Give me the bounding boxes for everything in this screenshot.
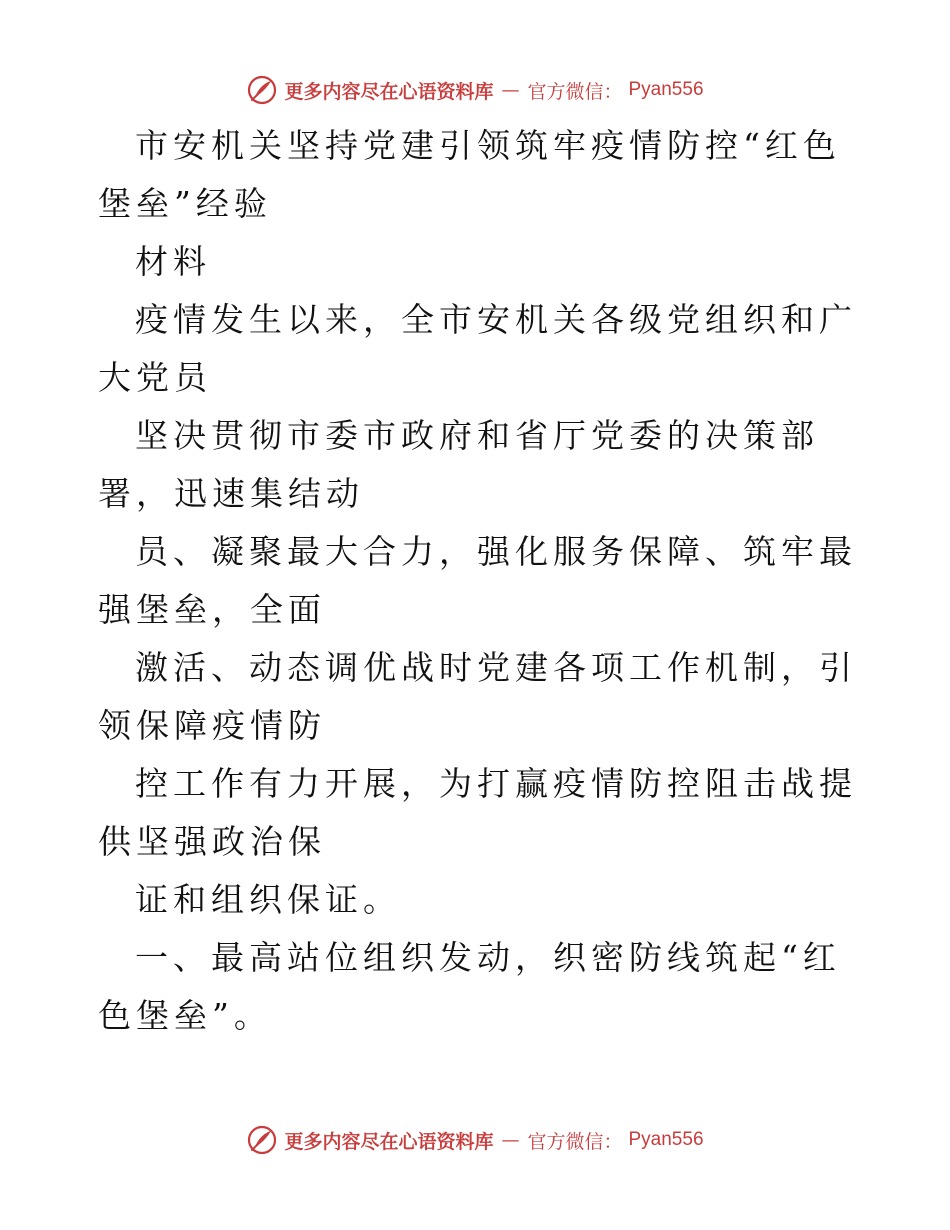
watermark-wechat-id: Pyan556 [628, 1129, 704, 1150]
header-watermark-banner [0, 70, 950, 110]
watermark-wechat-label: 官方微信： [527, 1130, 623, 1153]
body-paragraph: 证和组织保证。 [135, 880, 401, 919]
watermark-text: 更多内容尽在心语资料库 [284, 80, 494, 103]
watermark-dash: — [501, 79, 520, 101]
watermark-wechat-id: Pyan556 [628, 79, 704, 100]
body-paragraph: 员、凝聚最大合力，强化服务保障、筑牢最强堡垒，全面 [98, 532, 857, 629]
watermark-text: 更多内容尽在心语资料库 [284, 1130, 494, 1153]
section-heading: 一、最高站位组织发动，织密防线筑起“红色堡垒”。 [98, 938, 841, 1035]
watermark-dash: — [501, 1129, 520, 1151]
feather-pen-logo-icon [246, 74, 278, 106]
document-subtitle: 材料 [135, 242, 211, 281]
document-body [98, 117, 858, 1045]
body-paragraph: 控工作有力开展，为打赢疫情防控阻击战提供坚强政治保 [98, 764, 857, 861]
body-paragraph: 坚决贯彻市委市政府和省厅党委的决策部署，迅速集结动 [98, 416, 819, 513]
body-paragraph: 激活、动态调优战时党建各项工作机制，引领保障疫情防 [98, 648, 857, 745]
document-title: 市安机关坚持党建引领筑牢疫情防控“红色堡垒”经验 [98, 126, 841, 223]
footer-watermark-banner [0, 1120, 950, 1160]
body-paragraph: 疫情发生以来，全市安机关各级党组织和广大党员 [98, 300, 857, 397]
feather-pen-logo-icon [246, 1124, 278, 1156]
watermark-wechat-label: 官方微信： [527, 80, 623, 103]
